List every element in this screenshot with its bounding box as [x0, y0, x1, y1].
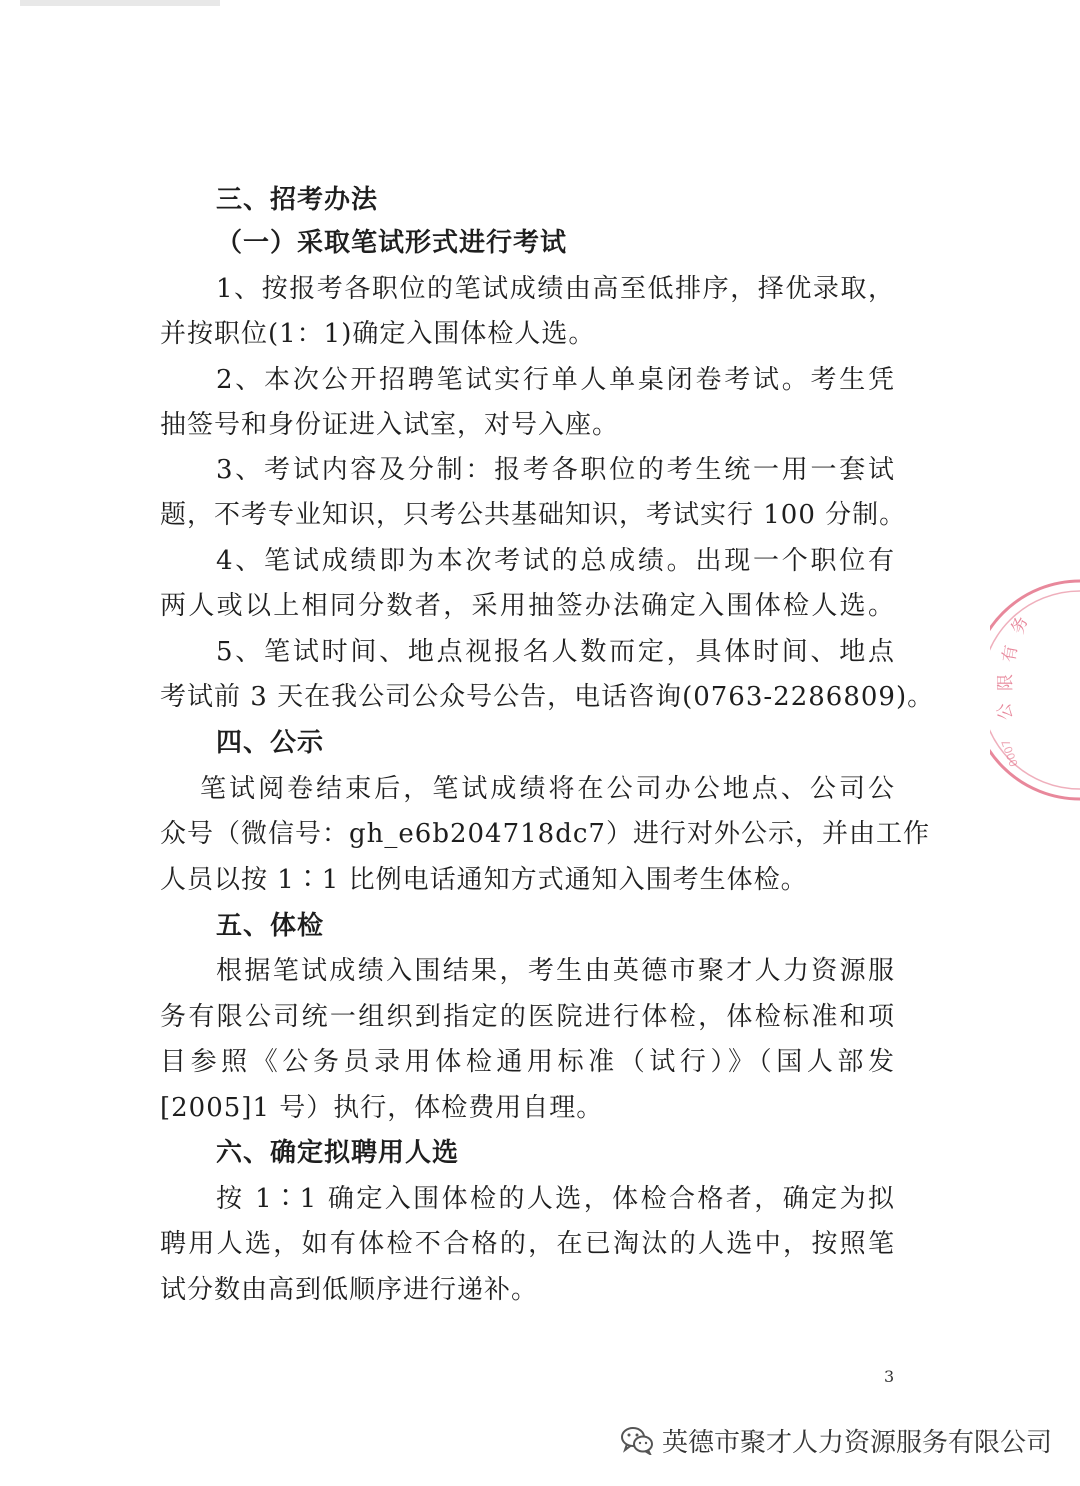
paragraph-line: 题，不考专业知识，只考公共基础知识，考试实行 100 分制。 [160, 500, 907, 530]
paragraph-line: 务有限公司统一组织到指定的医院进行体检，体检标准和项 [160, 1002, 895, 1032]
paragraph-line: 笔试阅卷结束后，笔试成绩将在公司办公地点、公司公 [200, 774, 895, 804]
scan-edge-mark [20, 0, 220, 6]
svg-text:公: 公 [994, 701, 1017, 722]
paragraph-line: 按 1∶1 确定入围体检的人选，体检合格者，确定为拟 [216, 1184, 895, 1214]
paragraph-line: 4、笔试成绩即为本次考试的总成绩。出现一个职位有 [216, 546, 895, 576]
paragraph-line: 1、按报考各职位的笔试成绩由高至低排序，择优录取， [216, 274, 895, 304]
wechat-icon [620, 1425, 654, 1455]
paragraph-line: 5、笔试时间、地点视报名人数而定，具体时间、地点 [216, 637, 895, 667]
heading-subsection-1: （一）采取笔试形式进行考试 [216, 228, 568, 258]
paragraph-line: 考试前 3 天在我公司公众号公告，电话咨询(0763-2286809)。 [160, 682, 935, 712]
paragraph-line: 目参照《公务员录用体检通用标准（试行）》（国人部发 [160, 1047, 895, 1077]
heading-section-6: 六、确定拟聘用人选 [216, 1138, 460, 1168]
svg-text:务: 务 [1007, 613, 1033, 637]
official-seal-fragment [990, 575, 1080, 805]
paragraph-line: 3、考试内容及分制：报考各职位的考生统一用一套试 [216, 455, 895, 485]
paragraph-line: [2005]1 号）执行，体检费用自理。 [160, 1093, 604, 1123]
paragraph-line: 两人或以上相同分数者，采用抽签办法确定入围体检人选。 [160, 591, 895, 621]
paragraph-line: 众号（微信号：gh_e6b204718dc7）进行对外公示，并由工作 [160, 819, 930, 849]
svg-text:限: 限 [996, 674, 1016, 691]
paragraph-line: 聘用人选，如有体检不合格的，在已淘汰的人选中，按照笔 [160, 1229, 895, 1259]
wechat-account-name: 英德市聚才人力资源服务有限公司 [662, 1427, 1053, 1458]
paragraph-line: 2、本次公开招聘笔试实行单人单桌闭卷考试。考生凭 [216, 365, 895, 395]
svg-text:0007: 0007 [999, 737, 1021, 769]
paragraph-line: 抽签号和身份证进入试室，对号入座。 [160, 410, 620, 440]
paragraph-line: 并按职位(1：1)确定入围体检人选。 [160, 319, 596, 349]
heading-section-3: 三、招考办法 [216, 185, 379, 215]
heading-section-4: 四、公示 [216, 728, 325, 758]
heading-section-5: 五、体检 [216, 911, 325, 941]
svg-text:有: 有 [999, 643, 1022, 664]
paragraph-line: 试分数由高到低顺序进行递补。 [160, 1275, 539, 1305]
paragraph-line: 根据笔试成绩入围结果，考生由英德市聚才人力资源服 [216, 956, 895, 986]
page-number: 3 [884, 1367, 895, 1386]
paragraph-line: 人员以按 1∶1 比例电话通知方式通知入围考生体检。 [160, 865, 808, 895]
wechat-account-footer [620, 1420, 1052, 1460]
